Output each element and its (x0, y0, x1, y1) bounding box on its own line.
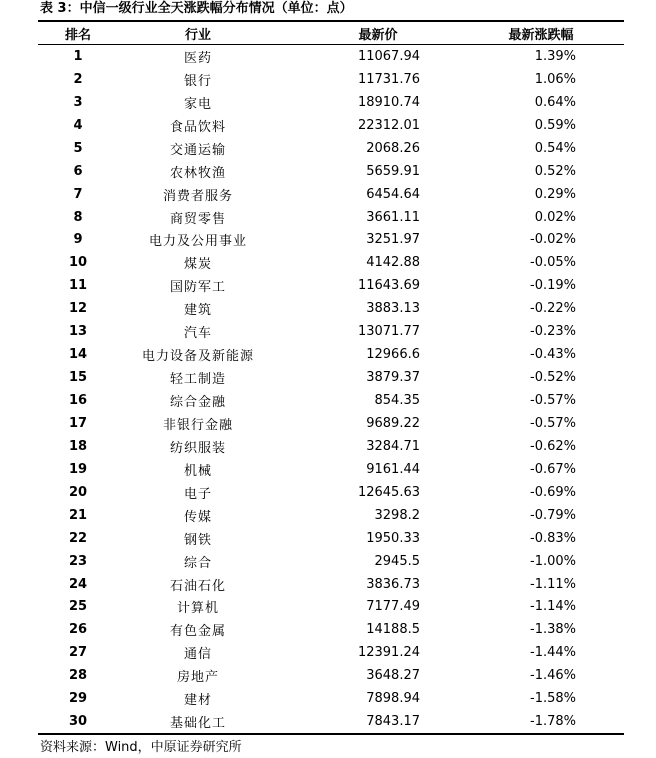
price-cell: 3284.71 (366, 438, 420, 454)
rank-cell: 18 (68, 438, 88, 454)
header-price: 最新价 (358, 27, 398, 43)
change-cell: 0.59% (534, 117, 576, 133)
rank-cell: 29 (68, 691, 88, 707)
industry-cell: 家电 (183, 96, 212, 112)
change-cell: -0.05% (530, 255, 576, 271)
price-cell: 12391.24 (357, 645, 420, 661)
table-row (38, 687, 624, 710)
change-cell: 1.06% (534, 71, 576, 87)
rank-cell: 2 (73, 71, 83, 87)
change-cell: -1.11% (530, 576, 576, 592)
industry-cell: 非银行金融 (162, 417, 233, 433)
rank-cell: 27 (68, 645, 88, 661)
rank-cell: 23 (68, 553, 88, 569)
rank-cell: 21 (68, 507, 88, 523)
rank-cell: 28 (68, 668, 88, 684)
table-row (38, 91, 624, 114)
price-cell: 3251.97 (366, 232, 420, 248)
change-cell: -0.23% (530, 324, 576, 340)
price-cell: 3648.27 (366, 668, 420, 684)
price-cell: 9161.44 (366, 461, 420, 477)
price-cell: 14188.5 (366, 622, 420, 638)
change-cell: -0.69% (530, 484, 576, 500)
price-cell: 4142.88 (366, 255, 420, 271)
table-row (38, 412, 624, 435)
rank-cell: 12 (68, 301, 88, 317)
table-row (38, 573, 624, 596)
price-cell: 3836.73 (366, 576, 420, 592)
industry-cell: 基础化工 (169, 716, 226, 732)
rank-cell: 17 (68, 415, 88, 431)
rank-cell: 26 (68, 622, 88, 638)
price-cell: 854.35 (374, 393, 420, 409)
table-row (38, 114, 624, 137)
rank-cell: 24 (68, 576, 88, 592)
industry-cell: 综合金融 (169, 395, 226, 411)
price-cell: 3298.2 (374, 507, 420, 523)
rank-cell: 7 (73, 186, 83, 202)
rank-cell: 5 (73, 140, 83, 156)
industry-cell: 食品饮料 (169, 119, 226, 135)
rank-cell: 15 (68, 370, 88, 386)
industry-cell: 医药 (183, 50, 212, 66)
industry-cell: 通信 (183, 647, 212, 663)
change-cell: -0.19% (530, 278, 576, 294)
table-row (38, 320, 624, 343)
price-cell: 1950.33 (366, 530, 420, 546)
price-cell: 3661.11 (366, 209, 420, 225)
industry-table (38, 20, 624, 735)
rank-cell: 4 (73, 117, 83, 133)
rank-cell: 1 (73, 48, 83, 64)
price-cell: 13071.77 (357, 324, 420, 340)
industry-cell: 商贸零售 (169, 211, 226, 227)
change-cell: -1.46% (530, 668, 576, 684)
change-cell: -1.00% (530, 553, 576, 569)
change-cell: -1.38% (530, 622, 576, 638)
price-cell: 3883.13 (366, 301, 420, 317)
table-row (38, 618, 624, 641)
industry-cell: 交通运输 (169, 142, 226, 158)
table-row (38, 229, 624, 252)
industry-cell: 煤炭 (183, 257, 212, 273)
industry-cell: 建筑 (183, 303, 212, 319)
industry-cell: 电力及公用事业 (148, 234, 247, 250)
price-cell: 11731.76 (357, 71, 420, 87)
table-row (38, 504, 624, 527)
price-cell: 7898.94 (366, 691, 420, 707)
price-cell: 6454.64 (366, 186, 420, 202)
table-row (38, 596, 624, 619)
change-cell: 0.02% (534, 209, 576, 225)
change-cell: -0.67% (530, 461, 576, 477)
industry-cell: 汽车 (183, 326, 212, 342)
price-cell: 9689.22 (366, 415, 420, 431)
table-row (38, 251, 624, 274)
change-cell: -0.02% (530, 232, 576, 248)
rank-cell: 14 (68, 347, 88, 363)
change-cell: -0.83% (530, 530, 576, 546)
industry-cell: 建材 (183, 693, 212, 709)
price-cell: 18910.74 (357, 94, 420, 110)
table-row (38, 274, 624, 297)
price-cell: 12966.6 (366, 347, 420, 363)
table-row (38, 710, 624, 733)
industry-cell: 传媒 (183, 509, 212, 525)
table-row (38, 481, 624, 504)
header-rank: 排名 (64, 27, 91, 43)
price-cell: 7843.17 (366, 714, 420, 730)
change-cell: -0.79% (530, 507, 576, 523)
header-industry: 行业 (184, 27, 211, 43)
table-body (38, 45, 624, 733)
industry-cell: 国防军工 (169, 280, 226, 296)
table-header-row (38, 22, 624, 44)
change-cell: 0.29% (534, 186, 576, 202)
rank-cell: 30 (68, 714, 88, 730)
change-cell: -0.43% (530, 347, 576, 363)
price-cell: 11643.69 (357, 278, 420, 294)
table-row (38, 527, 624, 550)
rank-cell: 13 (68, 324, 88, 340)
price-cell: 2068.26 (366, 140, 420, 156)
table-row (38, 389, 624, 412)
change-cell: 0.52% (534, 163, 576, 179)
table-caption: 表 3：中信一级行业全天涨跌幅分布情况（单位：点） (40, 1, 353, 16)
industry-cell: 纺织服装 (169, 440, 226, 456)
change-cell: 1.39% (534, 48, 576, 64)
industry-cell: 轻工制造 (169, 372, 226, 388)
rank-cell: 6 (73, 163, 83, 179)
industry-cell: 消费者服务 (162, 188, 233, 204)
rank-cell: 25 (68, 599, 88, 615)
change-cell: -1.44% (530, 645, 576, 661)
table-row (38, 641, 624, 664)
price-cell: 22312.01 (357, 117, 420, 133)
table-row (38, 664, 624, 687)
change-cell: -0.57% (530, 393, 576, 409)
table-row (38, 366, 624, 389)
industry-cell: 综合 (183, 555, 212, 571)
table-row (38, 297, 624, 320)
source-note: 资料来源：Wind，中原证券研究所 (40, 740, 242, 755)
change-cell: -1.78% (530, 714, 576, 730)
table-row (38, 206, 624, 229)
change-cell: 0.64% (534, 94, 576, 110)
table-row (38, 550, 624, 573)
industry-cell: 钢铁 (183, 532, 212, 548)
change-cell: -0.57% (530, 415, 576, 431)
change-cell: 0.54% (534, 140, 576, 156)
table-row (38, 45, 624, 68)
industry-cell: 电子 (183, 486, 212, 502)
rank-cell: 16 (68, 393, 88, 409)
price-cell: 12645.63 (357, 484, 420, 500)
rank-cell: 10 (68, 255, 88, 271)
change-cell: -1.14% (530, 599, 576, 615)
rank-cell: 11 (68, 278, 88, 294)
rank-cell: 22 (68, 530, 88, 546)
industry-cell: 有色金属 (169, 624, 226, 640)
industry-cell: 机械 (183, 463, 212, 479)
rank-cell: 9 (73, 232, 83, 248)
industry-cell: 石油石化 (169, 578, 226, 594)
price-cell: 3879.37 (366, 370, 420, 386)
table-row (38, 435, 624, 458)
change-cell: -0.22% (530, 301, 576, 317)
table-row (38, 137, 624, 160)
industry-cell: 计算机 (176, 601, 219, 617)
table-row (38, 68, 624, 91)
price-cell: 11067.94 (357, 48, 420, 64)
rank-cell: 8 (73, 209, 83, 225)
price-cell: 5659.91 (366, 163, 420, 179)
industry-cell: 银行 (183, 73, 212, 89)
rank-cell: 3 (73, 94, 83, 110)
table-row (38, 160, 624, 183)
industry-cell: 农林牧渔 (169, 165, 226, 181)
header-change: 最新涨跌幅 (508, 27, 574, 43)
rank-cell: 19 (68, 461, 88, 477)
rank-cell: 20 (68, 484, 88, 500)
industry-cell: 房地产 (176, 670, 219, 686)
industry-cell: 电力设备及新能源 (141, 349, 254, 365)
change-cell: -1.58% (530, 691, 576, 707)
table-row (38, 343, 624, 366)
price-cell: 7177.49 (366, 599, 420, 615)
table-row (38, 183, 624, 206)
table-row (38, 458, 624, 481)
price-cell: 2945.5 (374, 553, 420, 569)
table-bottom-rule (38, 733, 624, 735)
change-cell: -0.52% (530, 370, 576, 386)
change-cell: -0.62% (530, 438, 576, 454)
